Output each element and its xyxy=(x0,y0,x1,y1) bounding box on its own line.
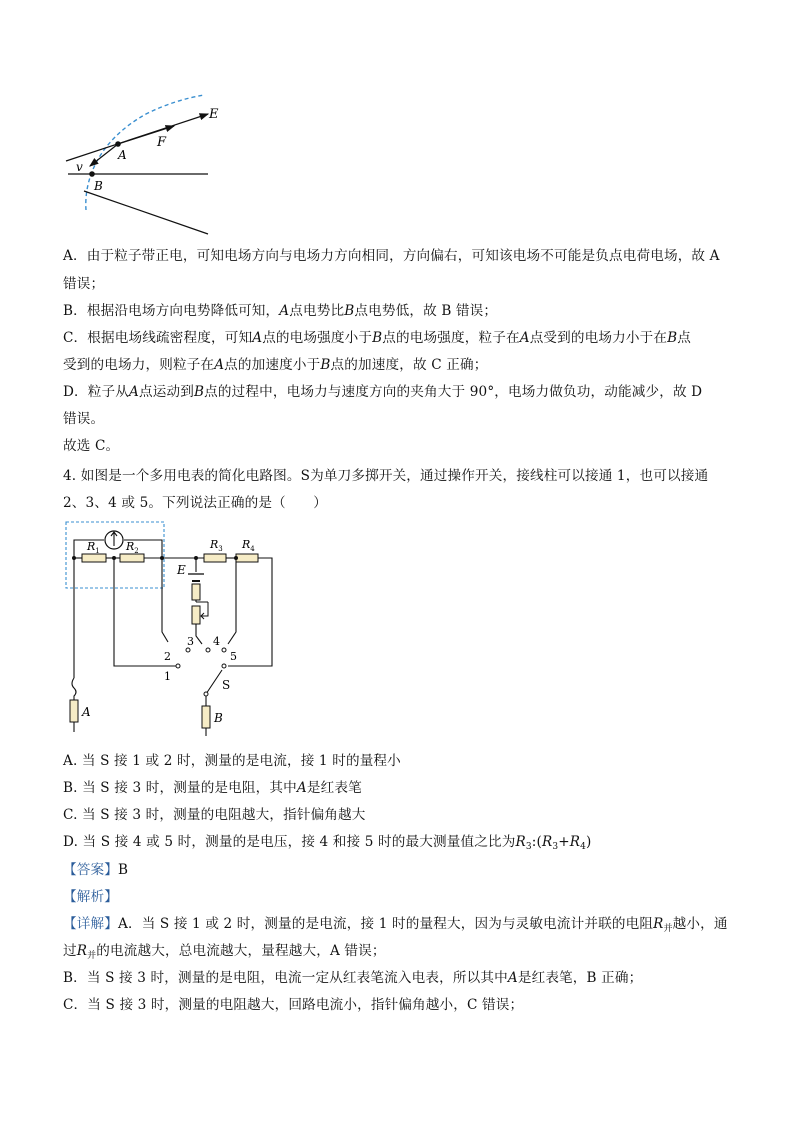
text: B. 当 S 接 3 时，测量的是电阻，其中 xyxy=(63,780,297,796)
label-f: F xyxy=(157,135,167,150)
q3-option-a-line2: 错误； xyxy=(63,276,105,292)
text: 过 xyxy=(63,943,77,959)
text: 的电流越大，总电流越大，量程越大，A 错误； xyxy=(96,943,386,959)
text: 点的加速度小于 xyxy=(224,357,321,373)
var-r: R xyxy=(653,916,664,932)
point-b-dot xyxy=(89,171,95,177)
field-line-bottom xyxy=(84,191,208,234)
q4-solution-b xyxy=(63,968,642,988)
q4-analysis-label xyxy=(63,887,118,907)
var-a: A xyxy=(519,330,530,346)
terminal-2 xyxy=(176,664,180,668)
probe-a-lead xyxy=(72,678,76,700)
q4-solution-a-line1 xyxy=(63,914,728,939)
label-terminal-4: 4 xyxy=(213,635,220,648)
terminal-3b xyxy=(206,648,210,652)
resistor-r3 xyxy=(204,554,226,562)
text: 点的过程中，电场力与速度方向的夹角大于 90°，电场力做负功，动能减少，故 D xyxy=(204,384,703,400)
var-a: A xyxy=(507,970,518,986)
label-v: v xyxy=(76,160,83,174)
switch-s-blade xyxy=(206,670,222,694)
label-b: B xyxy=(214,711,223,725)
q4-stem-line2: 2、3、4 或 5。下列说法正确的是（ ） xyxy=(63,495,328,511)
point-a-dot xyxy=(115,141,121,147)
q4-option-a: A. 当 S 接 1 或 2 时，测量的是电流，接 1 时的量程小 xyxy=(63,753,401,769)
q3-option-c-line2 xyxy=(63,355,487,375)
junction-dot xyxy=(112,556,116,560)
junction-dot xyxy=(72,556,76,560)
subscript: 3 xyxy=(552,842,559,852)
q3-option-d-line1 xyxy=(63,382,702,402)
var-a: A xyxy=(296,780,307,796)
terminal-4 xyxy=(222,648,226,652)
velocity-arrow xyxy=(90,144,118,166)
wire xyxy=(162,558,168,642)
probe-a xyxy=(70,700,78,722)
text: 越小，通 xyxy=(672,916,728,932)
var-a: A xyxy=(129,384,139,400)
var-r: R xyxy=(569,834,581,850)
resistor-r2 xyxy=(120,554,144,562)
var-a: A xyxy=(279,303,290,319)
text: :( xyxy=(531,834,542,850)
text: 点电势低，故 B 错误； xyxy=(354,303,498,319)
label-r3: $R_3$ xyxy=(210,538,223,553)
q3-option-c-line1 xyxy=(63,328,691,348)
label-terminal-5: 5 xyxy=(230,650,237,663)
var-b: B xyxy=(667,330,678,346)
subscript: 3 xyxy=(525,842,532,852)
var-b: B xyxy=(344,303,355,319)
text: 是红表笔 xyxy=(306,780,362,796)
terminal-5 xyxy=(222,664,226,668)
text: 点受到的电场力小于在 xyxy=(529,330,668,346)
q4-answer xyxy=(63,860,128,880)
answer-value: B xyxy=(117,862,129,878)
switch-s-pivot xyxy=(204,692,208,696)
rheostat xyxy=(192,606,200,624)
junction-dot xyxy=(194,556,198,560)
label-s: S xyxy=(222,678,231,692)
text: 受到的电场力，则粒子在 xyxy=(63,357,215,373)
text: 是红表笔，B 正确； xyxy=(517,970,643,986)
q3-conclusion: 故选 C。 xyxy=(63,438,120,454)
label-b: B xyxy=(94,179,103,193)
q4-solution-c: C．当 S 接 3 时，测量的电阻越大，回路电流小，指针偏角越小，C 错误； xyxy=(63,997,524,1013)
label-r2: $R_2$ xyxy=(126,540,139,555)
subscript: 并 xyxy=(663,924,673,934)
text: 点 xyxy=(677,330,692,346)
label-e: E xyxy=(209,107,219,122)
var-r: R xyxy=(541,834,553,850)
q3-option-b xyxy=(63,301,497,321)
label-r4: $R_4$ xyxy=(242,538,255,553)
label-a: A xyxy=(82,705,91,719)
resistor-r1 xyxy=(82,554,106,562)
wire xyxy=(196,624,202,644)
terminal-3 xyxy=(186,648,190,652)
q4-solution-a-line2 xyxy=(63,941,386,966)
q4-option-b xyxy=(63,778,362,798)
junction-dot xyxy=(234,556,238,560)
q3-option-a-line1: A．由于粒子带正电，可知电场方向与电场力方向相同，方向偏右，可知该电场不可能是负点电荷电场，故 A xyxy=(63,248,720,264)
var-b: B xyxy=(320,357,331,373)
battery-internal-resistor xyxy=(192,584,200,600)
var-a: A xyxy=(214,357,225,373)
text: 点运动到 xyxy=(139,384,194,400)
text: 点的电场强度小于 xyxy=(262,330,373,346)
text: C．根据电场线疏密程度，可知 xyxy=(63,330,253,346)
junction-dot xyxy=(160,556,164,560)
answer-label: 【答案】 xyxy=(63,862,118,878)
text: D. 当 S 接 4 或 5 时，测量的是电压，接 4 和接 5 时的最大测量值之比为 xyxy=(63,834,516,850)
label-terminal-1: 1 xyxy=(164,670,171,683)
label-a: A xyxy=(118,148,127,162)
var-r: R xyxy=(76,943,88,959)
q4-option-c: C. 当 S 接 3 时，测量的电阻越大，指针偏角越大 xyxy=(63,807,366,823)
text: ) xyxy=(586,834,592,850)
multimeter-circuit-diagram xyxy=(60,518,290,740)
var-b: B xyxy=(193,384,205,400)
rheostat-slider xyxy=(201,602,208,619)
subscript: 并 xyxy=(87,951,97,961)
particle-trajectory xyxy=(86,95,204,210)
label-e: E xyxy=(177,563,186,577)
text: A．当 S 接 1 或 2 时，测量的是电流，接 1 时的量程大，因为与灵敏电流计并联的电阻 xyxy=(117,916,654,932)
text: 点的加速度，故 C 正确； xyxy=(330,357,488,373)
text: D．粒子从 xyxy=(63,384,130,400)
probe-b xyxy=(202,706,210,728)
text: B．根据沿电场方向电势降低可知， xyxy=(63,303,280,319)
field-line-figure xyxy=(56,92,226,238)
var-a: A xyxy=(252,330,263,346)
text: + xyxy=(558,834,570,850)
q4-option-d xyxy=(63,832,592,857)
analysis-label: 【解析】 xyxy=(63,889,118,905)
label-r1: $R_1$ xyxy=(87,540,100,555)
wire xyxy=(228,558,236,644)
q4-stem-line1: 4. 如图是一个多用电表的简化电路图。S为单刀多掷开关，通过操作开关，接线柱可以接通 1，也可以接通 xyxy=(63,468,709,484)
subscript: 4 xyxy=(580,842,587,852)
label-terminal-2: 2 xyxy=(164,650,171,663)
var-b: B xyxy=(372,330,383,346)
var-r: R xyxy=(515,834,526,850)
detail-label: 【详解】 xyxy=(63,916,118,932)
text: 点电势比 xyxy=(289,303,345,319)
text: B．当 S 接 3 时，测量的是电阻，电流一定从红表笔流入电表，所以其中 xyxy=(63,970,508,986)
resistor-r4 xyxy=(236,554,258,562)
q3-option-d-line2: 错误。 xyxy=(63,411,105,427)
text: 点的电场强度，粒子在 xyxy=(382,330,520,346)
label-terminal-3: 3 xyxy=(187,635,194,648)
